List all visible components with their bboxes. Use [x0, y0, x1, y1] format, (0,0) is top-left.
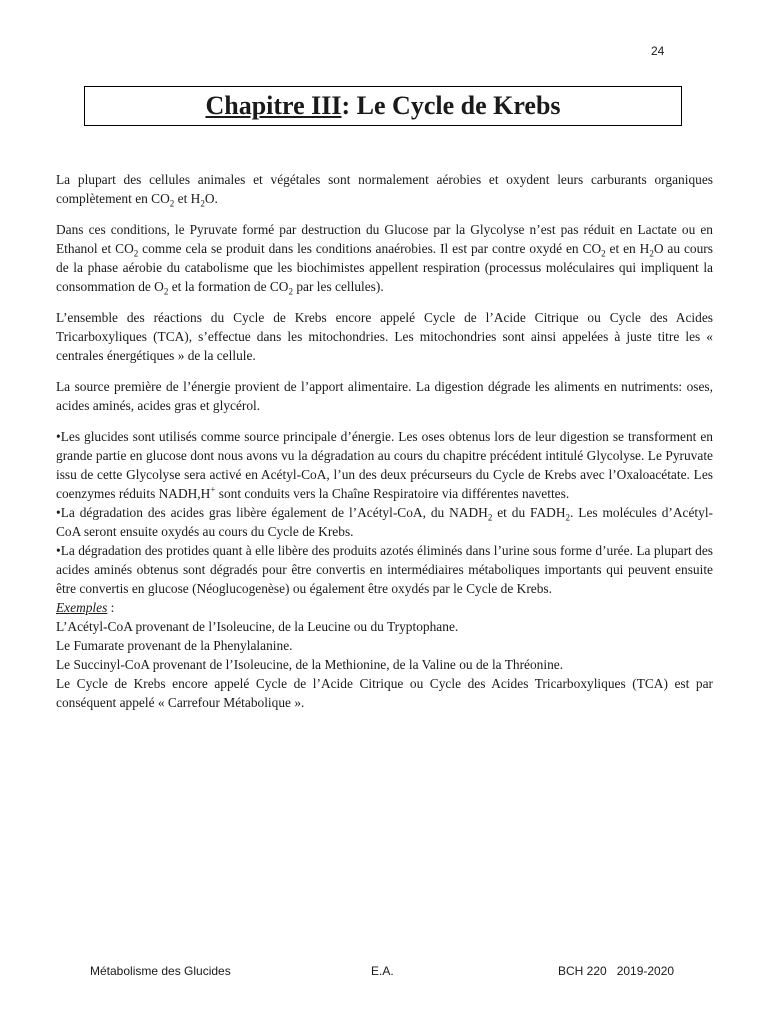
paragraph-4: La source première de l’énergie provient de l’apport alimentaire. La digestion dégrade les aliments en nutriments: oses, acides aminés, acides gras et glycérol.: [56, 379, 713, 413]
bullet-icon: •: [56, 505, 61, 520]
example-line: Le Succinyl-CoA provenant de l’Isoleucine, de la Methionine, de la Valine ou de la Thréonine.: [56, 657, 564, 672]
example-line: L’Acétyl-CoA provenant de l’Isoleucine, de la Leucine ou du Tryptophane.: [56, 619, 459, 634]
document-body: [56, 170, 713, 724]
bullet-protides: •La dégradation des protides quant à elle libère des produits azotés éliminés dans l’urine sous forme d’urée. La plupart des acides aminés obtenus sont dégradés pour être convertis en intermédiaires métaboliques importants qui peuvent ensuite être convertis en glucose (Néoglucogenèse) ou également être oxydés par le Cycle de Krebs.: [56, 543, 713, 596]
paragraph-3: L’ensemble des réactions du Cycle de Krebs encore appelé Cycle de l’Acide Citrique ou Cycle des Acides Tricarboxyliques (TCA), s’effectue dans les mitochondries. Les mitochondries sont ainsi appelées à juste titre les « centrales énergétiques » de la cellule.: [56, 310, 713, 363]
examples-heading: Exemples :: [56, 600, 115, 615]
paragraph-2: Dans ces conditions, le Pyruvate formé par destruction du Glucose par la Glycolyse n’est pas réduit en Lactate ou en Ethanol et $CO_2$ comme cela se produit dans les conditions anaérobies. Il est par contre oxydé en $CO_2$ et en $H_2O$ au cours de la phase aérobie du catabolisme que les biochimistes appellent respiration (processus moléculaires qui impliquent la consommation de $O_2$ et la formation de $CO_2$ par les cellules).: [56, 222, 713, 297]
bullet-glucides: •Les glucides sont utilisés comme source principale d’énergie. Les oses obtenus lors de leur digestion se transforment en grande partie en glucose dont nous avons vu la dégradation au cours du chapitre précédent intitulé Glycolyse. Le Pyruvate issu de cette Glycolyse sera activé en Acétyl-CoA, l’un des deux précurseurs du Cycle de Krebs avec l’Oxaloacétate. Les coenzymes réduits NADH,H+ sont conduits vers la Chaîne Respiratoire via différentes navettes.: [56, 429, 713, 501]
conclusion-paragraph: Le Cycle de Krebs encore appelé Cycle de l’Acide Citrique ou Cycle des Acides Tricarboxyliques (TCA) est par conséquent appelé « Carrefour Métabolique ».: [56, 676, 713, 710]
footer-course-code-year: BCH 220 2019-2020: [558, 964, 675, 978]
chapter-title: : Le Cycle de Krebs: [341, 91, 561, 120]
example-line: Le Fumarate provenant de la Phenylalanine.: [56, 638, 293, 653]
paragraph-1: La plupart des cellules animales et végétales sont normalement aérobies et oxydent leurs carburants organiques complètement en $CO_2$ et $H_2O$.: [56, 172, 713, 209]
footer-author: E.A.: [371, 964, 394, 978]
footer-course-title: Métabolisme des Glucides: [90, 964, 231, 978]
bullet-icon: •: [56, 429, 61, 444]
bullet-icon: •: [56, 543, 61, 558]
chapter-title-box: [84, 86, 682, 126]
chapter-label: Chapitre III: [205, 91, 342, 120]
page-number: 24: [651, 44, 665, 58]
bullet-acides-gras: •La dégradation des acides gras libère également de l’Acétyl-CoA, du $NADH_2$ et du $FADH_2$. Les molécules d’Acétyl-CoA seront ensuite oxydés au cours du Cycle de Krebs.: [56, 505, 713, 539]
